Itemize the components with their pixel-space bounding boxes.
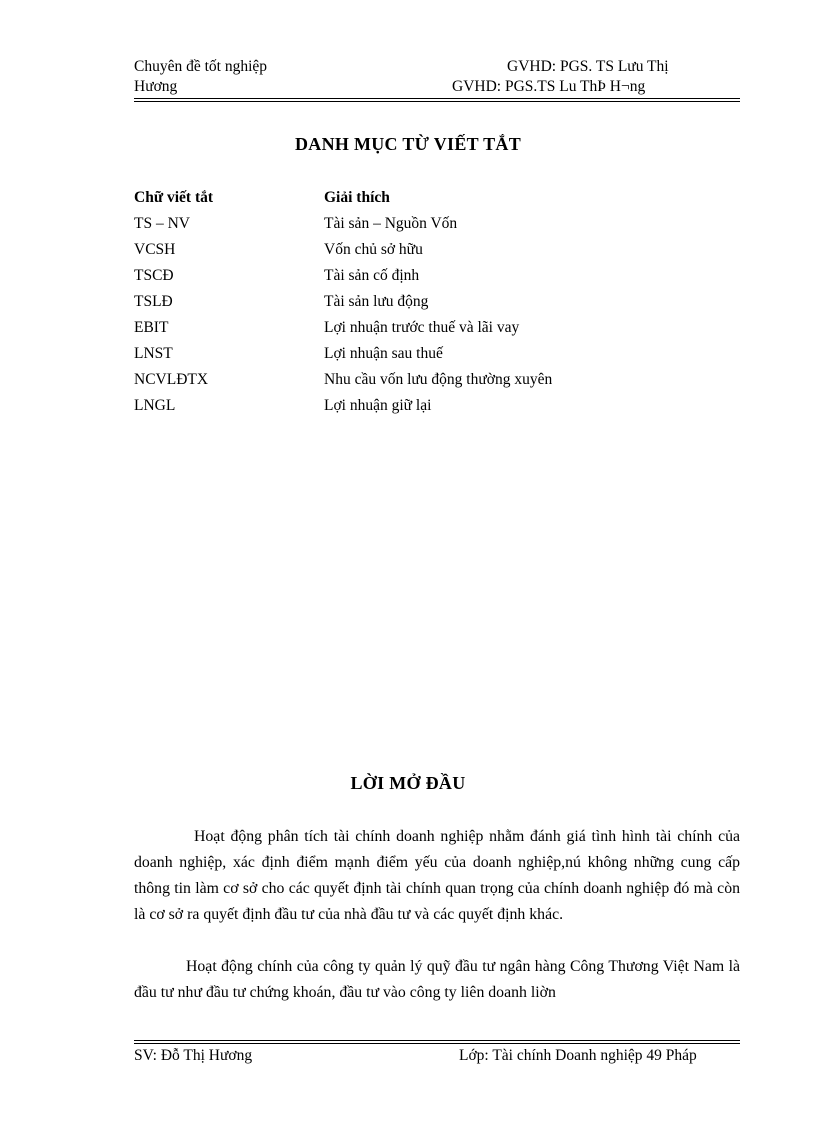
header-supervisor-label-legacy: GVHD: PGS.TS Lu ThÞ H¬ng <box>452 78 646 95</box>
abbreviation-row <box>134 371 740 397</box>
abbreviation-code: NCVLĐTX <box>134 371 209 388</box>
intro-paragraph-1: Hoạt động phân tích tài chính doanh nghiệp nhằm đánh giá tình hình tài chính của doanh nghiệp, xác định điểm mạnh điểm yếu của doanh nghiệp,nú không những cung cấp thông tin làm cơ sở cho các quyết định tài chính quan trọng của chính doanh nghiệp đó mà còn là cơ sở ra quyết định đầu tư của nhà đầu tư và các quyết định khác. <box>134 828 740 923</box>
column-header-abbreviation: Chữ viết tắt <box>134 189 214 206</box>
abbreviation-meaning: Nhu cầu vốn lưu động thường xuyên <box>324 371 553 388</box>
abbreviations-title: DANH MỤC TỪ VIẾT TẮT <box>294 134 522 154</box>
header-supervisor-label: GVHD: PGS. TS Lưu Thị <box>507 58 669 75</box>
abbreviation-row <box>134 319 740 345</box>
abbreviation-meaning: Tài sản lưu động <box>324 293 429 310</box>
header-rule <box>134 98 740 99</box>
intro-paragraph-2: Hoạt động chính của công ty quản lý quỹ đầu tư ngân hàng Công Thương Việt Nam là đầu tư như đầu tư chứng khoán, đầu tư vào công ty liên doanh liờn <box>134 958 740 1001</box>
intro-title: LỜI MỞ ĐẦU <box>350 773 466 793</box>
abbreviation-code: LNGL <box>134 397 176 414</box>
abbreviation-row <box>134 345 740 371</box>
footer-rule-double <box>134 1043 740 1044</box>
footer-class-name: Lớp: Tài chính Doanh nghiệp 49 Pháp <box>459 1047 697 1064</box>
abbreviation-code: EBIT <box>134 319 169 336</box>
abbreviations-header-row <box>134 189 740 215</box>
abbreviation-code: VCSH <box>134 241 176 258</box>
abbreviation-row <box>134 267 740 293</box>
abbreviation-code: TSCĐ <box>134 267 174 284</box>
abbreviation-code: TS – NV <box>134 215 190 232</box>
header-author-name: Hương <box>134 78 178 95</box>
abbreviation-meaning: Tài sản – Nguồn Vốn <box>324 215 458 232</box>
abbreviation-meaning: Vốn chủ sở hữu <box>324 241 423 258</box>
abbreviation-meaning: Lợi nhuận trước thuế và lãi vay <box>324 319 520 336</box>
abbreviation-row <box>134 215 740 241</box>
footer-rule <box>134 1040 740 1041</box>
column-header-meaning: Giải thích <box>324 189 390 206</box>
header-course-label: Chuyên đề tốt nghiệp <box>134 58 268 75</box>
footer-student-name: SV: Đỗ Thị Hương <box>134 1047 253 1064</box>
abbreviation-meaning: Lợi nhuận giữ lại <box>324 397 432 414</box>
abbreviation-code: TSLĐ <box>134 293 173 310</box>
abbreviation-row <box>134 241 740 267</box>
abbreviation-meaning: Tài sản cố định <box>324 267 420 284</box>
header-rule-double <box>134 101 740 102</box>
abbreviation-meaning: Lợi nhuận sau thuế <box>324 345 443 362</box>
abbreviation-row <box>134 397 740 423</box>
abbreviation-code: LNST <box>134 345 173 362</box>
abbreviation-row <box>134 293 740 319</box>
